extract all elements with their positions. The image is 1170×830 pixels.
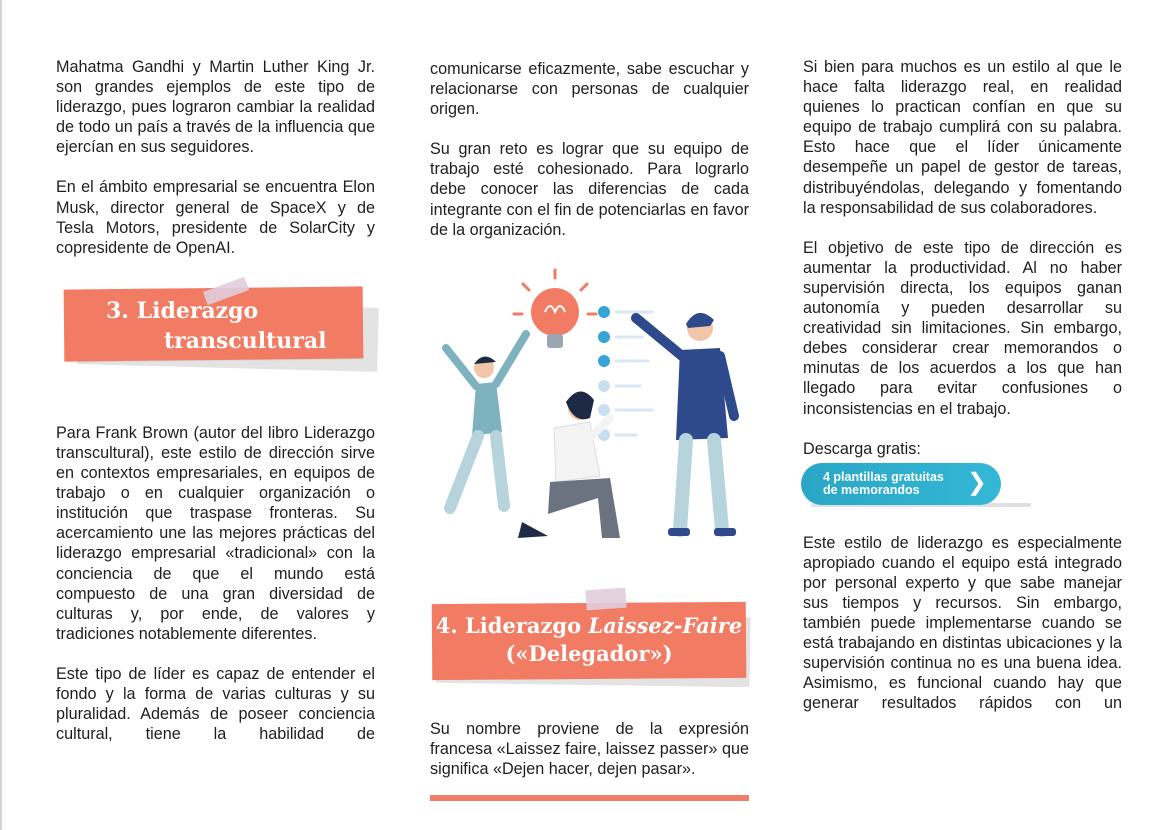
paragraph-frank-brown: Para Frank Brown (autor del libro Liderazgo transcultural), este estilo de dirección sirve en contextos empresariales, en equipos de trabajo o en cualquier organización o institución que traspase fronteras. Su acercamiento une las mejores prácticas del liderazgo empresarial «tradicional» con la conciencia de que el mundo está compuesto de una gran diversidad de culturas y, por ende, de valores y tradiciones notablemente diferentes. bbox=[56, 423, 375, 643]
download-label: Descarga gratis: bbox=[803, 439, 921, 458]
button-label-line-1: 4 plantillas gratuitas bbox=[823, 469, 944, 484]
column-middle bbox=[430, 57, 749, 801]
heading-italic: Laissez-Faire bbox=[588, 612, 743, 638]
download-templates-button[interactable] bbox=[801, 463, 1001, 505]
heading-line-1: 3. Liderazgo bbox=[106, 297, 259, 324]
paragraph-real-leadership: Si bien para muchos es un estilo al que le hace falta liderazgo real, en realidad quienes lo practican confían en que su equipo de trabajo cumplirá con su palabra. Esto hace que el líder únicamente desempeñe un papel de gestor de tareas, distribuyéndolas, delegando y fomentando la responsabilidad de sus colaboradores. bbox=[803, 58, 1122, 217]
divider-line bbox=[430, 795, 749, 801]
column-right bbox=[803, 57, 1122, 734]
section-heading-transcultural bbox=[56, 278, 375, 383]
team-lightbulb-illustration bbox=[430, 260, 749, 565]
page-edge bbox=[0, 0, 2, 830]
paragraph-appropriate: Este estilo de liderazgo es especialmente apropiado cuando el equipo está integrado por personal experto y que sabe manejar sus tiempos y recursos. Sin embargo, también puede implementarse cuando se está trabajando en distintas ubicaciones y la supervisión continua no es una buena idea. Asimismo, es funcional cuando hay que generar resultados rápidos con un bbox=[803, 533, 1122, 713]
heading-line-1 bbox=[430, 613, 748, 638]
button-shadow bbox=[811, 503, 1031, 507]
section-heading-laissez-faire bbox=[430, 595, 749, 699]
heading-line-2: transcultural bbox=[164, 327, 327, 354]
woman-jumping-figure bbox=[446, 334, 526, 508]
paragraph-expression: Su nombre proviene de la expresión francesa «Laissez faire, laissez passer» que significa «Dejen hacer, dejen pasar». bbox=[430, 719, 749, 778]
button-label-line-2: de memorandos bbox=[823, 482, 920, 497]
column-left bbox=[56, 57, 375, 764]
chevron-right-icon: ❯ bbox=[966, 468, 987, 496]
heading-line-2: («Delegador») bbox=[505, 640, 673, 666]
paragraph-objective: El objetivo de este tipo de dirección es aumentar la productividad. Al no haber supervisión directa, los equipos ganan autonomía y pueden desarrollar su creatividad sin limitaciones. Sin embargo, debes considerar crear memorandos o minutas de los acuerdos a los que han llegado para evitar confusiones o inconsistencias en el trabajo. bbox=[803, 238, 1122, 418]
heading-prefix: 4. Liderazgo bbox=[435, 612, 589, 638]
man-pointing-figure bbox=[636, 313, 736, 536]
tape-decoration bbox=[585, 587, 626, 610]
paragraph-challenge: Su gran reto es lograr que su equipo de trabajo esté cohesionado. Para lograrlo debe conocer las diferencias de cada integrante con el fin de potenciarlas en favor de la organización. bbox=[430, 140, 749, 239]
paragraph-gandhi-king: Mahatma Gandhi y Martin Luther King Jr. son grandes ejemplos de este tipo de liderazgo, pues lograron cambiar la realidad de todo un país a través de la influencia que ejercían en sus seguidores. bbox=[56, 58, 375, 157]
paragraph-cultural-leader: Este tipo de líder es capaz de entender el fondo y la forma de varias culturas y su pluralidad. Además de poseer conciencia cultural, tiene la habilidad de bbox=[56, 664, 375, 744]
paragraph-elon-musk: En el ámbito empresarial se encuentra Elon Musk, director general de SpaceX y de Tesla Motors, presidente de SolarCity y copresidente de OpenAI. bbox=[56, 178, 375, 257]
paragraph-communicate: comunicarse eficazmente, sabe escuchar y relacionarse con personas de cualquier origen. bbox=[430, 60, 749, 119]
